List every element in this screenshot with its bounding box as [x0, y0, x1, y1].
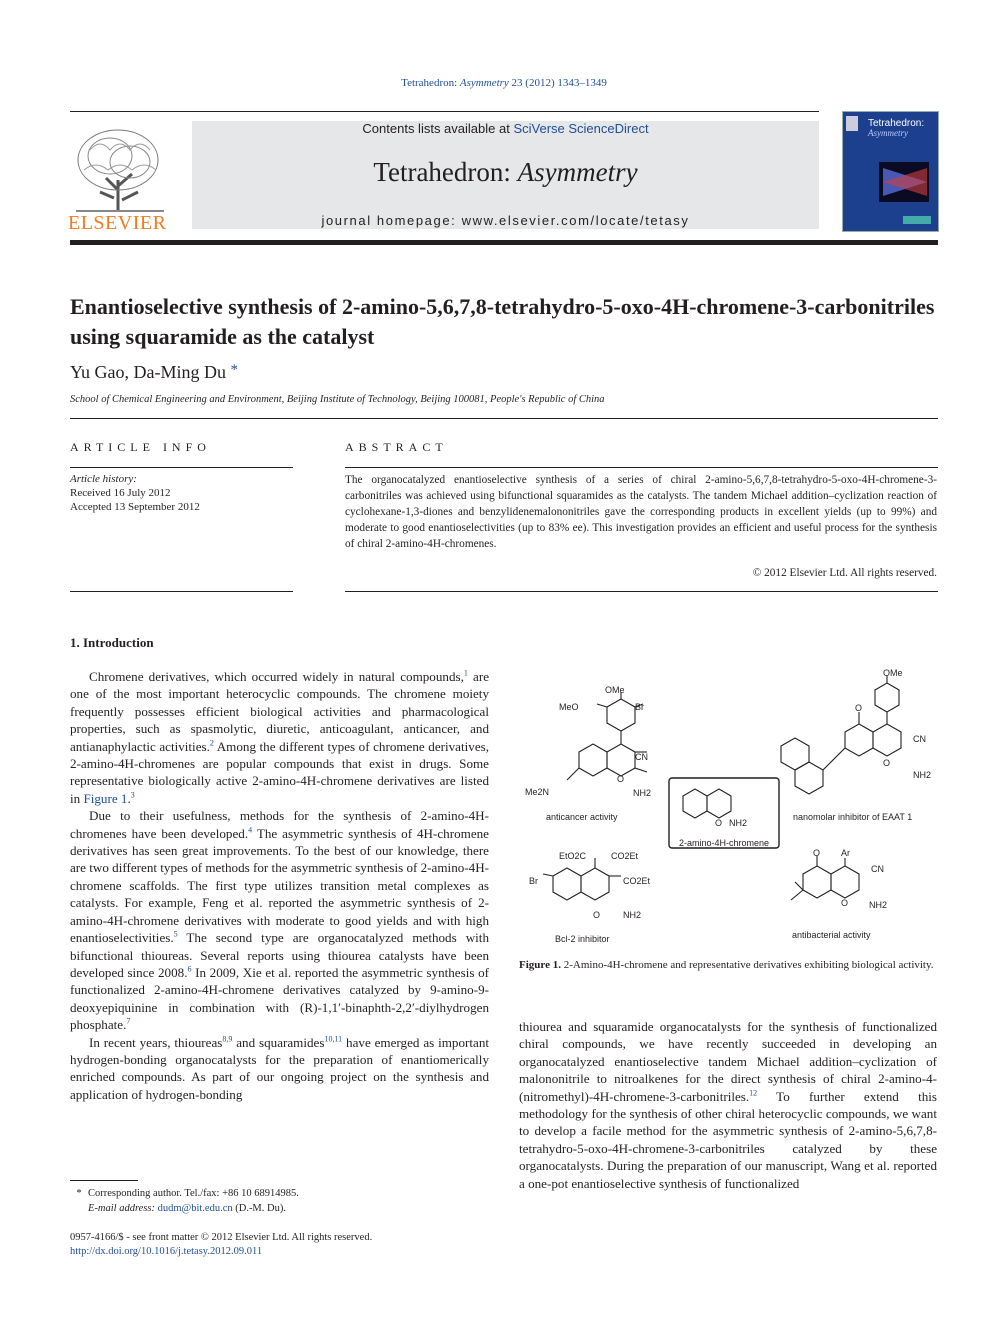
- email-note: E-mail address: dudm@bit.edu.cn (D.-M. Du).: [88, 1203, 286, 1214]
- affiliation: School of Chemical Engineering and Environment, Beijing Institute of Technology, Beijing 100081, People's Republic of China: [70, 394, 605, 405]
- anticancer-structure: [525, 685, 651, 798]
- bcl2-structure: [529, 851, 651, 920]
- label-core: 2-amino-4H-chromene: [678, 838, 770, 848]
- atom-o-3: O: [593, 910, 601, 920]
- label-eaat: nanomolar inhibitor of EAAT 1: [793, 812, 913, 822]
- ref-6[interactable]: 6: [187, 964, 192, 974]
- masthead-thick-rule: [70, 240, 938, 245]
- atom-ar: Ar: [841, 848, 850, 858]
- atom-o-2: O: [883, 758, 891, 768]
- journal-citation[interactable]: Tetrahedron: Asymmetry 23 (2012) 1343–1349: [401, 77, 607, 89]
- divider-rule: [70, 418, 938, 419]
- sciencedirect-link[interactable]: SciVerse ScienceDirect: [513, 121, 649, 136]
- atom-ome-2: OMe: [883, 668, 903, 678]
- accepted-date: Accepted 13 September 2012: [70, 501, 200, 513]
- corresponding-author-mark[interactable]: *: [230, 362, 238, 378]
- atom-co2et-2: CO2Et: [623, 876, 651, 886]
- caption-label: Figure 1.: [519, 959, 561, 971]
- article-info-bottom-rule: [70, 591, 293, 592]
- introduction-heading: 1. Introduction: [70, 635, 154, 650]
- ref-10-11[interactable]: 10,11: [324, 1034, 343, 1044]
- abstract-heading: ABSTRACT: [345, 440, 448, 454]
- ref-7[interactable]: 7: [126, 1016, 131, 1026]
- received-date: Received 16 July 2012: [70, 487, 171, 499]
- article-title: Enantioselective synthesis of 2-amino-5,6,7,8-tetrahydro-5-oxo-4H-chromene-3-carbonitriles using squaramide as the catalyst: [70, 294, 935, 349]
- journal-title: Tetrahedron: Asymmetry: [373, 157, 638, 187]
- elsevier-wordmark: ELSEVIER: [68, 212, 167, 234]
- ref-5[interactable]: 5: [173, 929, 178, 939]
- eaat-structure: [781, 668, 931, 794]
- atom-cn-3: CN: [871, 864, 884, 874]
- cover-title: Tetrahedron:: [868, 118, 925, 129]
- issn-line: 0957-4166/$ - see front matter © 2012 Elsevier Ltd. All rights reserved.: [70, 1232, 373, 1243]
- intro-paragraph-1: Chromene derivatives, which occurred widely in natural compounds,$^1$ are one of the most important heterocyclic compounds. The chromene moiety frequently possesses efficient biological activities and pharmacological properties, such as spasmolytic, diuretic, anticoagulant, anticancer, and antianaphylactic activities.$^2$ Among the different types of chromene derivatives, 2-amino-4H-chromenes are popular compounds that exist in drugs. Some representative biologically active 2-amino-4H-chromene derivatives are listed in Figure 1.$^3$: [70, 668, 489, 806]
- atom-nh2-core: NH2: [729, 818, 748, 828]
- page-footer: [70, 1231, 372, 1259]
- intro-paragraph-3: In recent years, thioureas$^{8,9}$ and squaramides$^{10,11}$ have emerged as important hydrogen-bonding organocatalysts for the preparation of enantiomerically enriched compounds. As part of our ongoing project on the synthesis and application of hydrogen-bonding: [70, 1034, 489, 1102]
- abstract-rule: [345, 467, 938, 468]
- homepage-link[interactable]: www.elsevier.com/locate/tetasy: [461, 213, 690, 228]
- ref-8-9[interactable]: 8,9: [222, 1034, 233, 1044]
- ref-1[interactable]: 1: [463, 668, 468, 678]
- left-column-text: [70, 668, 489, 1103]
- label-bcl2: Bcl-2 inhibitor: [555, 934, 610, 944]
- antibacterial-structure: [791, 848, 887, 910]
- intro-paragraph-2: Due to their usefulness, methods for the synthesis of 2-amino-4H-chromenes have been developed.$^4$ The asymmetric synthesis of 4H-chromene derivatives has seen great improvements. To the best of our knowledge, there are two different types of methods for the asymmetric synthesis of 2-amino-4H-chromene scaffolds. The first type utilizes transition metal complexes as catalysts. For example, Feng et al. reported the asymmetric synthesis of 2-amino-4H-chromene derivatives with moderate to good yields and with high enantioselectivities.$^5$ The second type are organocatalyzed methods with bifunctional thioureas. Several reports using thiourea catalysts have been developed since 2008.$^6$ In 2009, Xie et al. reported the asymmetric synthesis of functionalized 2-amino-4H-chromene derivatives catalyzed by 9-amino-9-deoxyepiquinine in combination with (R)-1,1′-binaphth-2,2′-diylhydrogen phosphate.$^7$: [70, 808, 490, 1033]
- corresponding-author-note: * Corresponding author. Tel./fax: +86 10 68914985.: [76, 1188, 299, 1199]
- article-info-rule: [70, 467, 293, 468]
- intro-paragraph-3-cont: thiourea and squaramide organocatalysts for the synthesis of functionalized chiral compounds, we have recently succeeded in developing an organocatalyzed enantioselective tandem Michael addition–cyclization of malononitrile to nitroalkenes for the direct synthesis of chiral 2-amino-4-(nitromethyl)-4H-chromene-3-carbonitriles.$^{12}$ To further extend this methodology for the synthesis of other chiral heterocyclic compounds, we want to develop a facile method for the asymmetric synthesis of 2-amino-5,6,7,8-tetrahydro-5-oxo-4H-chromene-3-carbonitriles catalyzed by these organocatalysts. During the preparation of our manuscript, Wang et al. reported a one-pot enantioselective synthesis of functionalized: [519, 1019, 937, 1191]
- atom-nh2-2: NH2: [913, 770, 932, 780]
- journal-homepage: journal homepage: www.elsevier.com/locate/tetasy: [321, 213, 690, 228]
- atom-ome-1: OMe: [605, 685, 625, 695]
- atom-me2n: Me2N: [525, 787, 550, 797]
- atom-br-2: Br: [529, 876, 538, 886]
- ref-4[interactable]: 4: [248, 825, 253, 835]
- abstract-bottom-rule: [345, 591, 938, 592]
- figure-1-link[interactable]: Figure 1: [83, 790, 128, 806]
- ref-3[interactable]: 3: [130, 790, 135, 800]
- cover-subtitle: Asymmetry: [868, 128, 908, 138]
- history-label: Article history:: [70, 473, 137, 485]
- figure-1-caption: [519, 958, 937, 973]
- atom-cn-2: CN: [913, 734, 926, 744]
- atom-o-ketone-1: O: [855, 703, 863, 713]
- chromene-structures-figure: [519, 662, 938, 952]
- abstract-text: The organocatalyzed enantioselective synthesis of a series of chiral 2-amino-5,6,7,8-tetrahydro-5-oxo-4H-chromene-3-carbonitriles was achieved using bifunctional squaramides as the catalysts. The tandem Michael addition–cyclization reaction of cyclohexane-1,3-diones and benzylidenemalononitriles gave the corresponding products in excellent yields (up to 99%) and moderate to good enantioselectivities (up to 83% ee). This investigation provides an efficient and useful process for the synthesis of chiral 2-amino-4H-chromenes.: [345, 474, 937, 550]
- doi-link[interactable]: http://dx.doi.org/10.1016/j.tetasy.2012.09.011: [70, 1246, 263, 1257]
- contents-line: Contents lists available at SciVerse ScienceDirect: [362, 121, 649, 136]
- article-info-heading: ARTICLE INFO: [70, 440, 211, 454]
- ref-2[interactable]: 2: [209, 738, 214, 748]
- atom-o-ketone-2: O: [813, 848, 821, 858]
- atom-co2et-1: CO2Et: [611, 851, 639, 861]
- atom-nh2-3: NH2: [623, 910, 642, 920]
- atom-o-4: O: [841, 898, 849, 908]
- article-history: [70, 472, 200, 514]
- atom-nh2-1: NH2: [633, 788, 652, 798]
- authors: Yu Gao, Da-Ming Du *: [70, 362, 238, 382]
- label-antibacterial: antibacterial activity: [792, 930, 871, 940]
- atom-eto2c: EtO2C: [559, 851, 587, 861]
- header-top-rule: [70, 111, 819, 112]
- atom-o-1: O: [617, 774, 625, 784]
- abstract-copyright: © 2012 Elsevier Ltd. All rights reserved.: [752, 567, 937, 579]
- atom-o-core: O: [715, 818, 723, 828]
- atom-cn-1: CN: [635, 752, 648, 762]
- footnote: [70, 1186, 490, 1216]
- label-anticancer: anticancer activity: [546, 812, 618, 822]
- atom-nh2-4: NH2: [869, 900, 888, 910]
- email-link[interactable]: dudm@bit.edu.cn: [157, 1203, 233, 1214]
- ref-12[interactable]: 12: [749, 1088, 758, 1098]
- caption-text: 2-Amino-4H-chromene and representative derivatives exhibiting biological activity.: [563, 959, 934, 971]
- elsevier-logo: [70, 120, 170, 232]
- atom-br-1: Br: [635, 702, 644, 712]
- right-column-text: [519, 1018, 937, 1192]
- atom-meo: MeO: [559, 702, 579, 712]
- core-structure: [683, 789, 747, 828]
- figure-1: [519, 662, 938, 952]
- footnote-rule: [70, 1180, 138, 1181]
